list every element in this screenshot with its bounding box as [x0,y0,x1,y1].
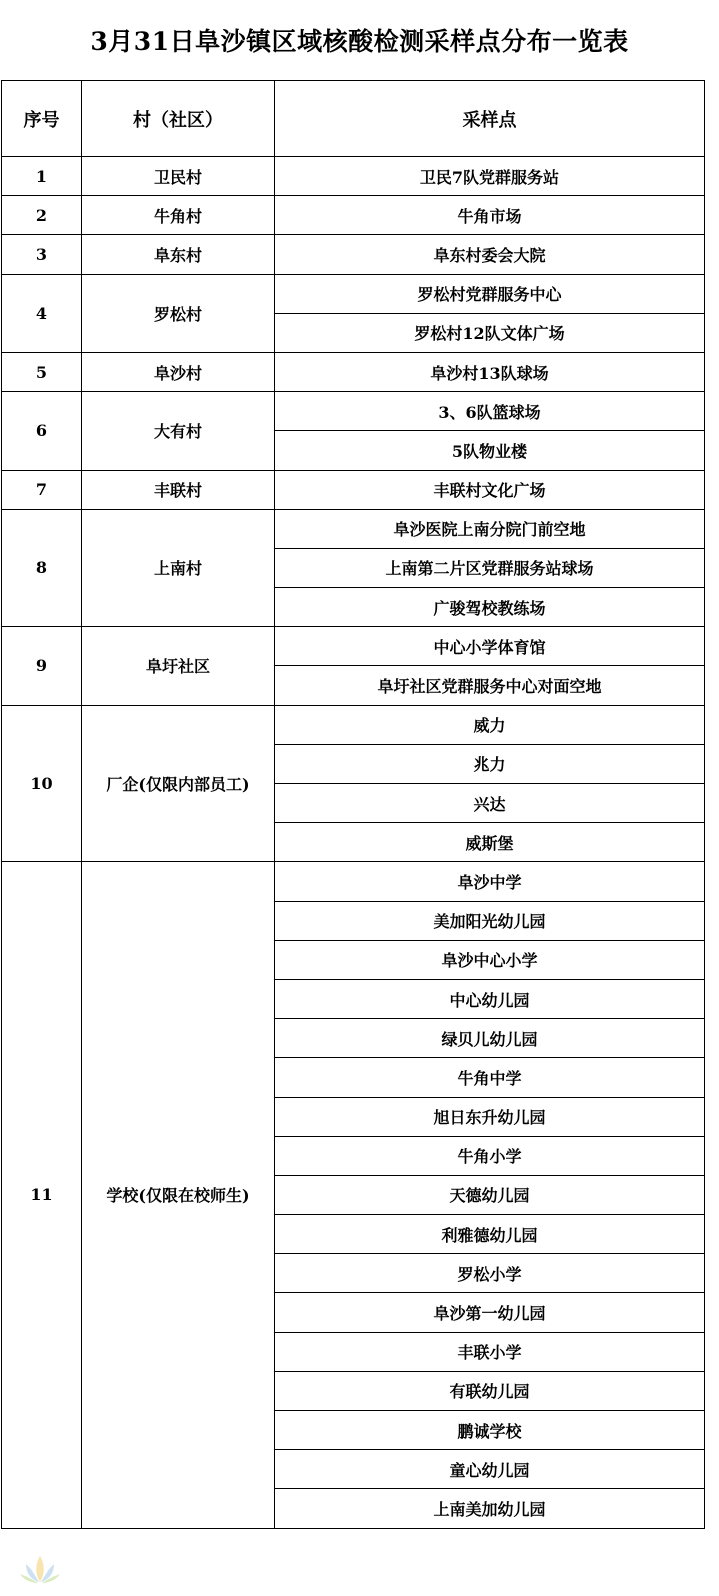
village-name: 丰联村 [82,470,275,509]
sampling-site: 牛角中学 [275,1058,705,1097]
village-name: 牛角村 [82,196,275,235]
sampling-site: 上南第二片区党群服务站球场 [275,548,705,587]
sampling-site: 旭日东升幼儿园 [275,1097,705,1136]
village-name: 阜圩社区 [82,627,275,705]
sampling-site: 丰联村文化广场 [275,470,705,509]
sampling-site: 天德幼儿园 [275,1175,705,1214]
village-name: 罗松村 [82,274,275,352]
lotus-watermark-icon [18,1552,62,1588]
row-number: 4 [2,274,82,352]
table-row [2,862,705,901]
row-number: 9 [2,627,82,705]
row-number: 8 [2,509,82,627]
village-name: 阜东村 [82,235,275,274]
sampling-site: 阜沙村13队球场 [275,352,705,391]
sampling-site: 威力 [275,705,705,744]
table-row [2,705,705,744]
sampling-site: 丰联小学 [275,1332,705,1371]
sampling-site: 阜沙中心小学 [275,940,705,979]
row-number: 2 [2,196,82,235]
header-village: 村（社区） [82,81,275,157]
village-name: 厂企(仅限内部员工) [82,705,275,862]
sampling-site: 阜沙医院上南分院门前空地 [275,509,705,548]
table-header-row [2,81,705,157]
table-row [2,196,705,235]
sampling-site: 兆力 [275,744,705,783]
row-number: 11 [2,862,82,1528]
row-number: 6 [2,392,82,470]
header-no: 序号 [2,81,82,157]
village-name: 卫民村 [82,157,275,196]
row-number: 5 [2,352,82,391]
sampling-site: 利雅德幼儿园 [275,1215,705,1254]
sampling-site: 卫民7队党群服务站 [275,157,705,196]
sampling-site: 中心小学体育馆 [275,627,705,666]
row-number: 3 [2,235,82,274]
page-title: 3月31日阜沙镇区域核酸检测采样点分布一览表 [90,27,629,56]
sampling-site: 罗松村党群服务中心 [275,274,705,313]
sampling-site: 美加阳光幼儿园 [275,901,705,940]
sampling-site: 广骏驾校教练场 [275,588,705,627]
village-name: 上南村 [82,509,275,627]
sampling-site: 阜东村委会大院 [275,235,705,274]
sampling-site: 上南美加幼儿园 [275,1489,705,1528]
sampling-site: 鹏诚学校 [275,1411,705,1450]
table-row [2,352,705,391]
table-row [2,627,705,666]
village-name: 学校(仅限在校师生) [82,862,275,1528]
row-number: 1 [2,157,82,196]
sampling-site: 阜圩社区党群服务中心对面空地 [275,666,705,705]
sampling-sites-table [1,80,705,1529]
table-row [2,157,705,196]
sampling-site: 罗松小学 [275,1254,705,1293]
table-row [2,509,705,548]
sampling-site: 5队物业楼 [275,431,705,470]
sampling-site: 兴达 [275,784,705,823]
table-row [2,235,705,274]
sampling-site: 牛角市场 [275,196,705,235]
sampling-site: 威斯堡 [275,823,705,862]
header-site: 采样点 [275,81,705,157]
sampling-site: 3、6队篮球场 [275,392,705,431]
sampling-site: 阜沙中学 [275,862,705,901]
sampling-site: 童心幼儿园 [275,1450,705,1489]
sampling-site: 有联幼儿园 [275,1371,705,1410]
sampling-site: 绿贝儿幼儿园 [275,1019,705,1058]
sampling-site: 罗松村12队文体广场 [275,313,705,352]
village-name: 阜沙村 [82,352,275,391]
row-number: 7 [2,470,82,509]
row-number: 10 [2,705,82,862]
table-row [2,470,705,509]
sampling-site: 牛角小学 [275,1136,705,1175]
village-name: 大有村 [82,392,275,470]
table-row [2,392,705,431]
sampling-site: 中心幼儿园 [275,979,705,1018]
sampling-site: 阜沙第一幼儿园 [275,1293,705,1332]
table-row [2,274,705,313]
